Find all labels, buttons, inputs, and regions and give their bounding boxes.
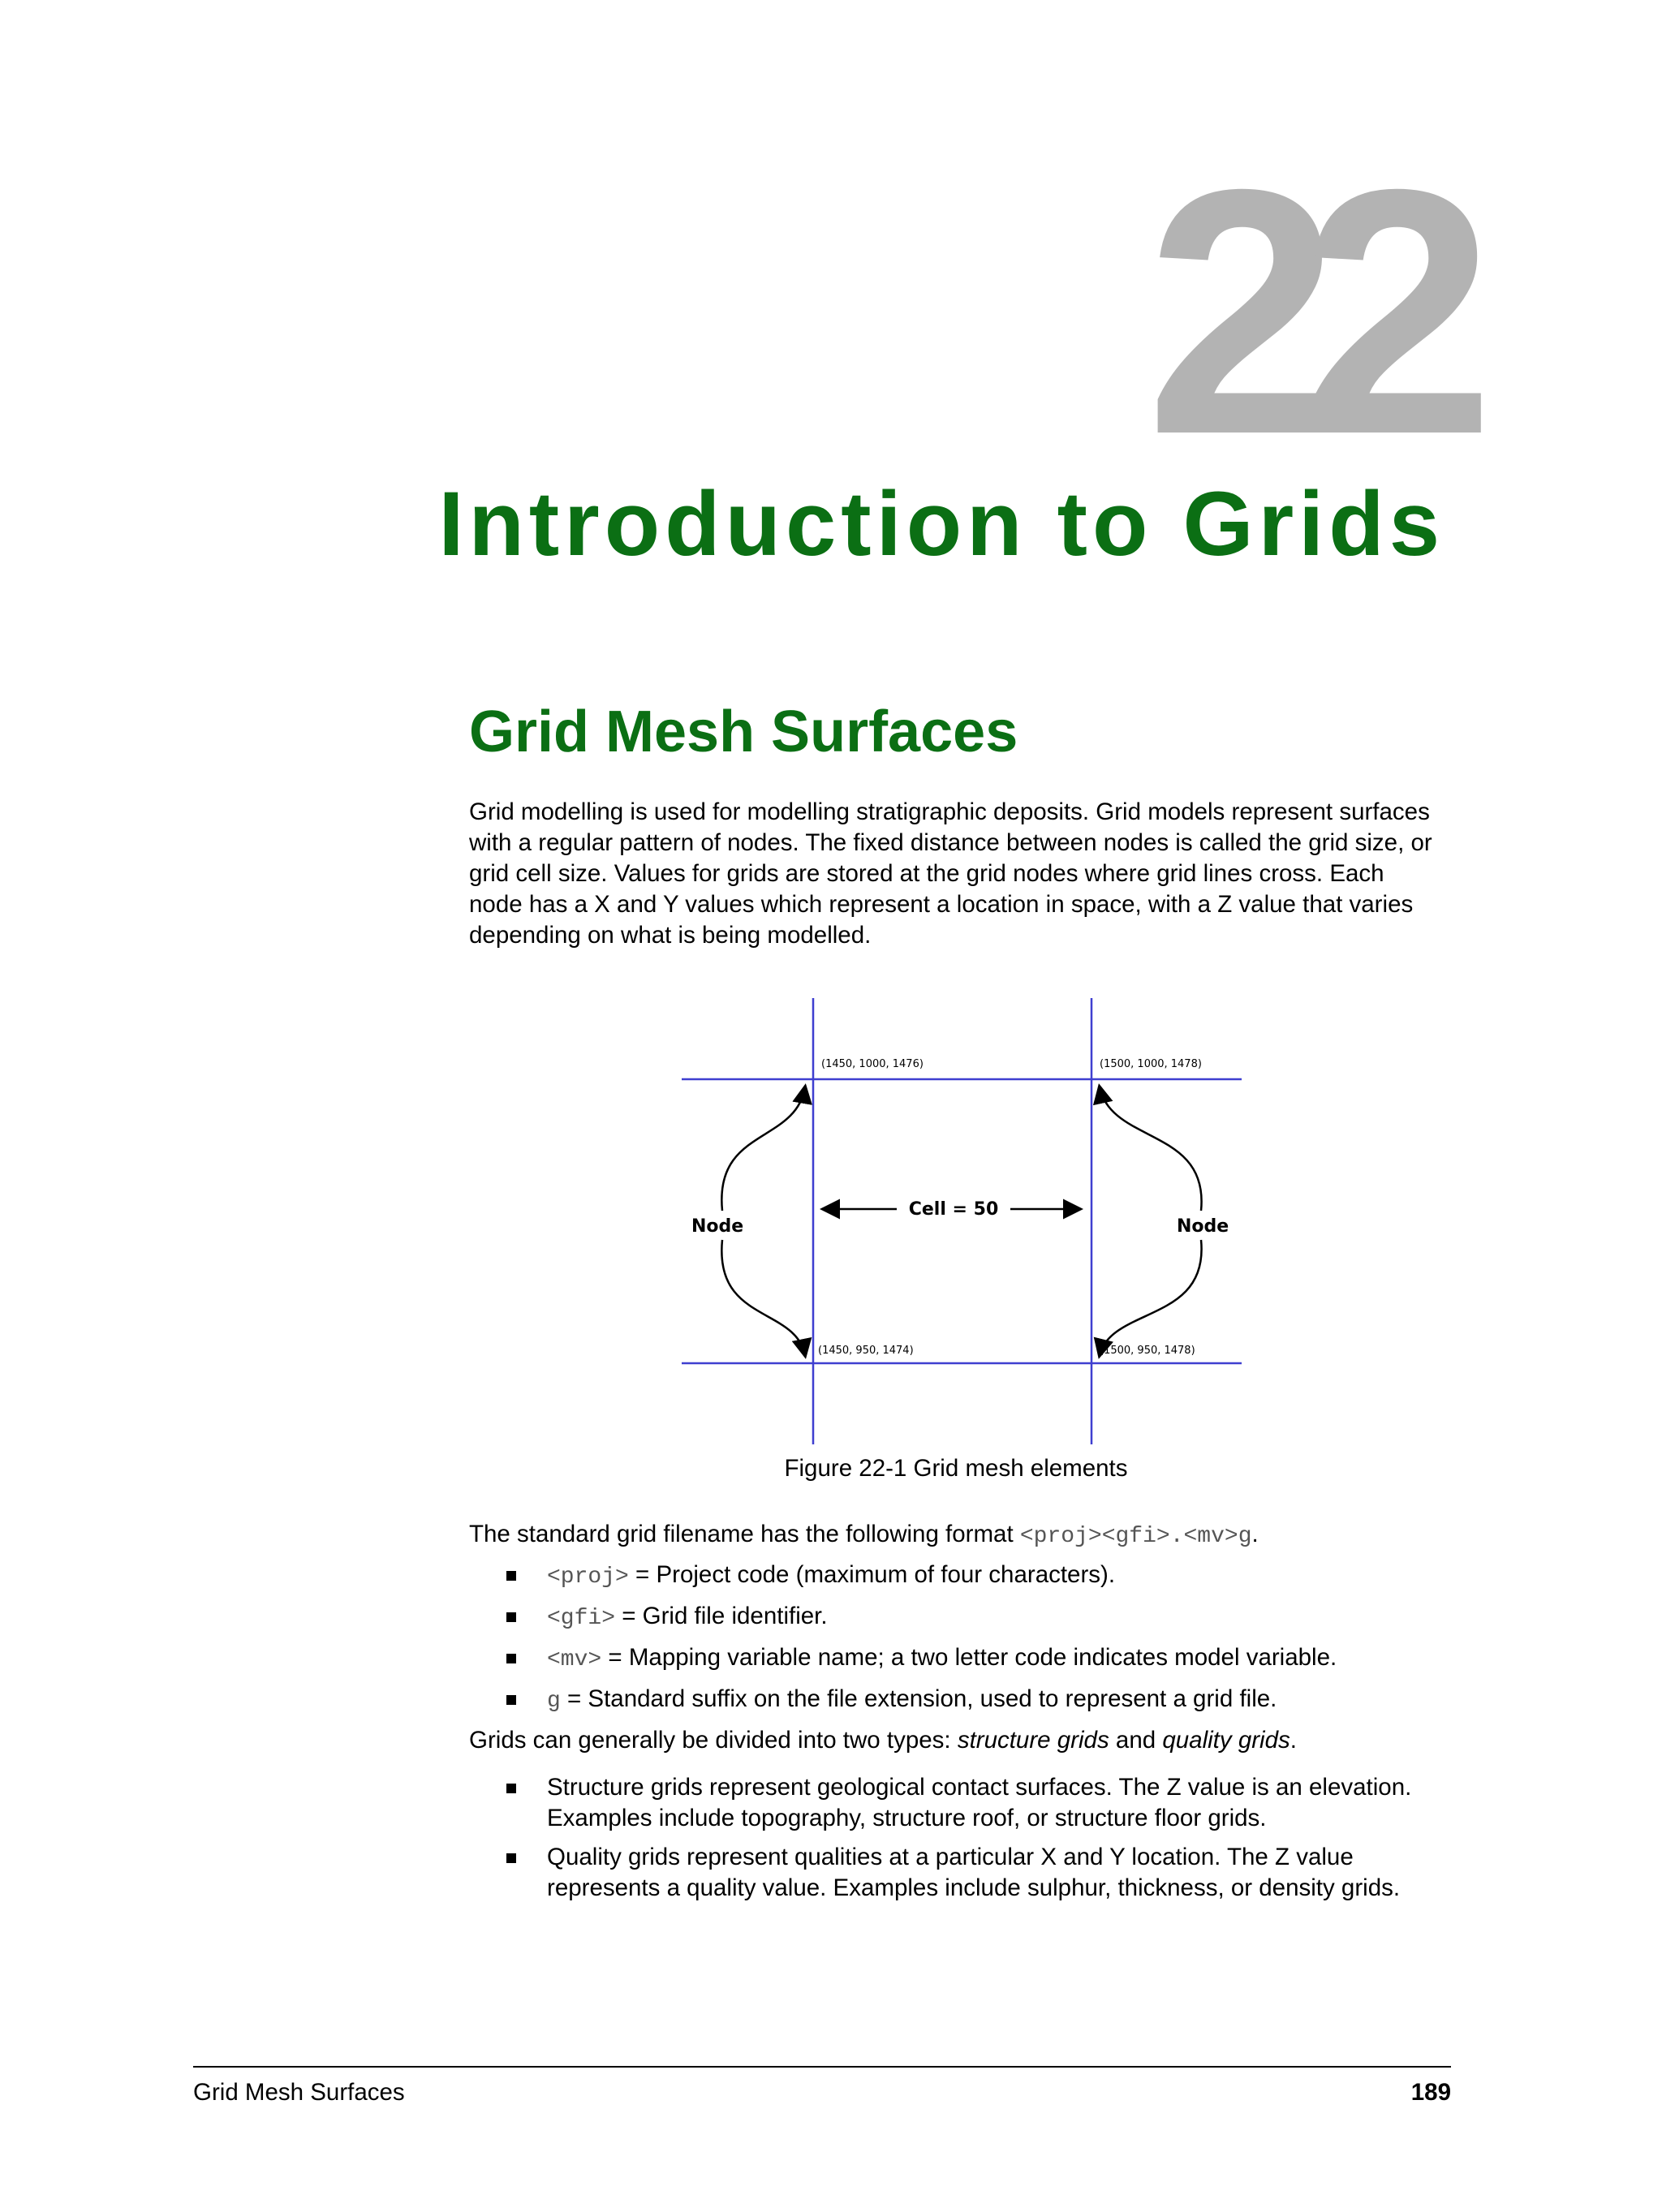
node-label-top-left: (1450, 1000, 1476): [821, 1058, 924, 1070]
node-label-bottom-left: (1450, 950, 1474): [818, 1345, 914, 1357]
node-arrow-left-down: [721, 1240, 805, 1355]
list-item: [469, 1684, 1459, 1717]
part-text: = Mapping variable name; a two letter code indicates model variable.: [601, 1644, 1337, 1671]
node-label-bottom-right: (1500, 950, 1478): [1100, 1345, 1195, 1357]
footer-section-name: Grid Mesh Surfaces: [193, 2079, 405, 2106]
types-end: .: [1290, 1727, 1297, 1754]
node-label-top-right: (1500, 1000, 1478): [1100, 1058, 1202, 1070]
types-lead: Grids can generally be divided into two types:: [469, 1727, 958, 1754]
page-number: 189: [1410, 2079, 1451, 2106]
chapter-title: Introduction to Grids: [438, 473, 1445, 575]
grid-type-text: Structure grids represent geological contact surfaces. The Z value is an elevation. Examples include topography, structure roof, or structure floor grids.: [547, 1774, 1412, 1831]
list-item: [469, 1560, 1459, 1593]
part-code: g: [547, 1689, 561, 1714]
list-item: [469, 1842, 1459, 1904]
part-code: <gfi>: [547, 1606, 616, 1631]
type-structure: structure grids: [957, 1727, 1109, 1754]
bullet-icon: [506, 1853, 516, 1863]
section-title: Grid Mesh Surfaces: [469, 699, 1018, 764]
grid-mesh-figure: [682, 998, 1242, 1444]
bullet-icon: [506, 1612, 516, 1622]
grid-types-list: [469, 1772, 1459, 1912]
bullet-icon: [506, 1784, 516, 1793]
type-quality: quality grids: [1162, 1727, 1290, 1754]
format-tail: .: [1251, 1521, 1259, 1547]
footer-divider: [193, 2066, 1451, 2068]
part-text: = Grid file identifier.: [615, 1603, 828, 1629]
list-item: [469, 1642, 1459, 1676]
node-arrow-left-up: [721, 1087, 805, 1211]
chapter-number: 22: [1145, 118, 1456, 507]
intro-paragraph: Grid modelling is used for modelling stratigraphic deposits. Grid models represent surfaces with a regular pattern of nodes. The fixed distance between nodes is called the grid size, or grid cell size. Values for grids are stored at the grid nodes where grid lines cross. Each node has a X and Y values which represent a location in space, with a Z value that varies depending on what is being modelled.: [469, 798, 1432, 949]
cell-size-label: Cell = 50: [908, 1199, 999, 1220]
bullet-icon: [506, 1654, 516, 1663]
bullet-icon: [506, 1695, 516, 1705]
format-lead: The standard grid filename has the following format: [469, 1521, 1020, 1547]
figure-caption: Figure 22-1 Grid mesh elements: [784, 1455, 1128, 1482]
filename-parts-list: [469, 1560, 1459, 1725]
list-item: [469, 1601, 1459, 1634]
types-and: and: [1109, 1727, 1163, 1754]
grid-types-paragraph: [469, 1725, 1443, 1756]
part-code: <mv>: [547, 1647, 602, 1672]
node-arrow-right-up: [1100, 1087, 1202, 1211]
node-label-left: Node: [691, 1216, 744, 1237]
format-code: <proj><gfi>.<mv>g: [1019, 1524, 1252, 1549]
part-text: = Project code (maximum of four characters).: [628, 1561, 1116, 1588]
node-label-right: Node: [1177, 1216, 1229, 1237]
part-code: <proj>: [547, 1564, 629, 1590]
bullet-icon: [506, 1571, 516, 1581]
part-text: = Standard suffix on the file extension, used to represent a grid file.: [560, 1685, 1277, 1712]
filename-format-paragraph: [469, 1519, 1443, 1552]
list-item: [469, 1772, 1459, 1834]
node-arrow-right-down: [1100, 1240, 1202, 1355]
grid-type-text: Quality grids represent qualities at a particular X and Y location. The Z value represents a quality value. Examples include sulphur, thickness, or density grids.: [547, 1844, 1401, 1901]
